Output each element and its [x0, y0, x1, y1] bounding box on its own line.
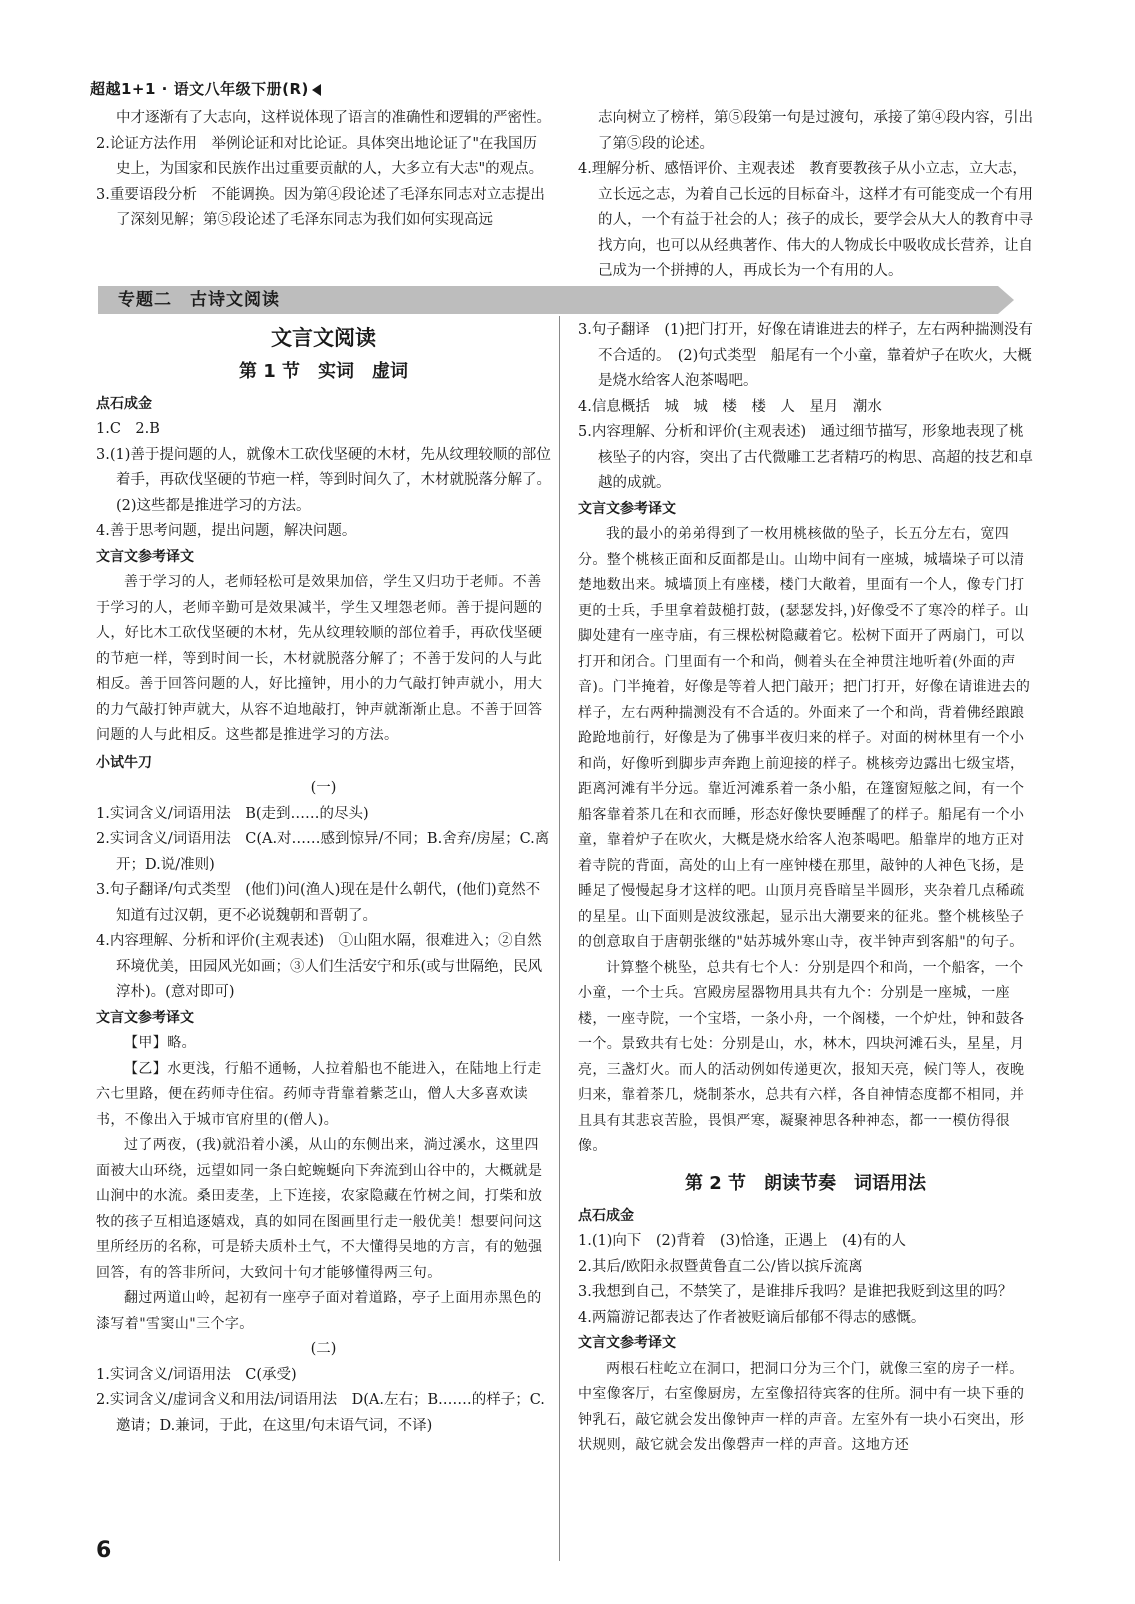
translation-paragraph: 我的最小的弟弟得到了一枚用桃核做的坠子，长五分左右，宽四分。整个桃核正面和反面都是山。山坳中间有一座城，城墙垛子可以清楚地数出来。城墙顶上有座楼，楼门大敞着，里面有一个人，像专门打更的士兵，手里拿着鼓槌打鼓，(瑟瑟发抖，)好像受不了寒冷的样子。山脚处建有一座寺庙，有三棵松树隐藏着它。松树下面开了两扇门，可以打开和闭合。门里面有一个和尚，侧着头在全神贯注地听着(外面的声音)。门半掩着，好像是等着人把门敲开；把门打开，好像在请谁进去的样子，左右两种揣测没有不合适的。外面来了一个和尚，背着佛经踉踉跄跄地前行，好像是为了佛事半夜归来的样子。对面的树林里有一个小和尚，好像听到脚步声奔跑上前迎接的样子。桃核旁边露出七级宝塔，距离河滩有半分远。靠近河滩系着一条小船，在篷窗短舷之间，有一个船客靠着茶几在和衣而睡，形态好像快要睡醒了的样子。船尾有一个小童，靠着炉子在吹火，大概是烧水给客人泡茶喝吧。船靠岸的地方正对着寺院的背面，高处的山上有一座钟楼在那里，敲钟的人神色飞扬，是睡足了慢慢起身才这样的吧。山顶月亮昏暗呈半圆形，夹杂着几点稀疏的星星。山下面则是波纹涨起，显示出大潮要来的征兆。整个桃核坠子的创意取自于唐朝张继的"姑苏城外寒山寺，夜半钟声到客船"的句子。	[578, 526, 1031, 950]
answer-item: 2.实词含义/虚词含义和用法/词语用法 D(A.左右；B.……的样子；C.邀请；D.兼词，于此，在这里/句末语气词，不译)	[96, 1392, 545, 1434]
label-translation: 文言文参考译文	[96, 548, 194, 565]
page-number: 6	[96, 1538, 112, 1563]
label-xiaoshi: 小试牛刀	[96, 754, 152, 771]
answer-item: 3.句子翻译 (1)把门打开，好像在请谁进去的样子，左右两种揣测没有不合适的。 (2)句式类型 船尾有一个小童，靠着炉子在吹火，大概是烧水给客人泡茶喝吧。	[578, 322, 1033, 389]
label-dianshi: 点石成金	[96, 395, 152, 412]
answer-item: 5.内容理解、分析和评价(主观表述) 通过细节描写，形象地表现了桃核坠子的内容，突出了古代微雕工艺者精巧的构思、高超的技艺和卓越的成就。	[578, 424, 1033, 491]
translation-paragraph: 翻过两道山岭，起初有一座亭子面对着道路，亭子上面用赤黑色的漆写着"雪窦山"三个字。	[96, 1290, 542, 1332]
translation-paragraph: 两根石柱屹立在洞口，把洞口分为三个门，就像三室的房子一样。中室像客厅，右室像厨房，左室像招待宾客的住所。洞中有一块下垂的钟乳石，敲它就会发出像钟声一样的声音。左室外有一块小石突出，形状规则，敲它就会发出像磬声一样的声音。这地方还	[578, 1360, 1025, 1453]
part-marker: (二)	[310, 1341, 337, 1357]
label-translation: 文言文参考译文	[578, 500, 676, 517]
answer-item: 4.善于思考问题，提出问题，解决问题。	[96, 523, 357, 539]
right-column	[578, 318, 1033, 1459]
translation-paragraph: 【乙】水更浅，行船不通畅，人拉着船也不能进入，在陆地上行走六七里路，便在药师寺住宿。药师寺背靠着紫芝山，僧人大多喜欢读书，不像出入于城市官府里的(僧人)。	[96, 1060, 542, 1128]
part-marker: (一)	[310, 780, 337, 796]
answer-item: 4.信息概括 城 城 楼 楼 人 星月 潮水	[578, 398, 882, 415]
answer-item: 2.实词含义/词语用法 C(A.对……感到惊异/不同；B.舍弃/房屋；C.离开；D.说/准则)	[96, 831, 550, 873]
column-divider	[559, 316, 560, 1561]
translation-paragraph: 善于学习的人，老师轻松可是效果加倍，学生又归功于老师。不善于学习的人，老师辛勤可是效果减半，学生又埋怨老师。善于提问题的人，好比木工砍伐坚硬的木材，先从纹理较顺的部位着手，再砍伐坚硬的节疤一样，等到时间一长，木材就脱落分解了；不善于发问的人与此相反。善于回答问题的人，好比撞钟，用小的力气敲打钟声就小，用大的力气敲打钟声就大，从容不迫地敲打，钟声就渐渐止息。不善于回答问题的人与此相反。这些都是推进学习的方法。	[96, 574, 543, 743]
answer-item: 1.实词含义/词语用法 B(走到……的尽头)	[96, 805, 369, 822]
answer-item: 1.C 2.B	[96, 421, 160, 437]
answer-item: 4.内容理解、分析和评价(主观表述) ①山阻水隔，很难进入；②自然环境优美，田园风光如画；③人们生活安宁和乐(或与世隔绝，民风淳朴)。(意对即可)	[96, 933, 543, 1000]
translation-paragraph: 计算整个桃坠，总共有七个人：分别是四个和尚，一个船客，一个小童，一个士兵。宫殿房屋器物用具共有九个：分别是一座城，一座楼，一座寺院，一个宝塔，一条小舟，一个阁楼，一个炉灶，钟和鼓各一个。景致共有七处：分别是山，水，林木，四块河滩石头，星星，月亮，三盏灯火。而人的活动例如传递更次，报知天亮，候门等人，夜晚归来，靠着茶几，烧制茶水，总共有六样，各自神情态度都不相同，并且具有其悲哀苦脸，畏惧严寒，凝聚神思各种神态，都一一模仿得很像。	[578, 959, 1025, 1154]
label-translation: 文言文参考译文	[578, 1335, 676, 1351]
answer-item: 3.重要语段分析 不能调换。因为第④段论述了毛泽东同志对立志提出了深刻见解；第⑤段论述了毛泽东同志为我们如何实现高远	[96, 186, 545, 228]
answer-item: 3.我想到自己，不禁笑了，是谁排斥我吗？是谁把我贬到这里的吗？	[578, 1284, 1013, 1300]
translation-paragraph: 【甲】略。	[124, 1035, 196, 1051]
answer-item: 1.实词含义/词语用法 C(承受)	[96, 1366, 297, 1383]
banner-arrow-icon	[998, 286, 1014, 314]
label-dianshi: 点石成金	[578, 1207, 634, 1224]
top-left-column	[96, 106, 551, 234]
answer-item: 4.两篇游记都表达了作者被贬谪后郁郁不得志的感慨。	[578, 1309, 926, 1326]
topic-title: 专题二 古诗文阅读	[118, 290, 280, 310]
answer-item: 3.句子翻译/句式类型 (他们)问(渔人)现在是什么朝代，(他们)竟然不知道有过汉朝，更不必说魏朝和晋朝了。	[96, 882, 541, 924]
subsection-heading: 第 2 节 朗读节奏 词语用法	[684, 1172, 927, 1194]
section-title: 文言文阅读	[271, 326, 376, 350]
answer-item: 1.(1)向下 (2)背着 (3)恰逢，正遇上 (4)有的人	[578, 1233, 906, 1249]
left-column	[96, 322, 551, 1439]
label-translation: 文言文参考译文	[96, 1009, 194, 1026]
running-header: 超越1+1 · 语文八年级下册(R)	[90, 78, 321, 99]
triangle-marker-icon	[312, 84, 321, 96]
answer-item: 3.(1)善于提问题的人，就像木工砍伐坚硬的木材，先从纹理较顺的部位着手，再砍伐坚硬的节疤一样，等到时间久了，木材就脱落分解了。(2)这些都是推进学习的方法。	[96, 446, 551, 514]
translation-paragraph: 过了两夜，(我)就沿着小溪，从山的东侧出来，淌过溪水，这里四面被大山环绕，远望如同一条白蛇蜿蜒向下奔流到山谷中的，大概就是山涧中的水流。桑田麦垄，上下连接，农家隐藏在竹树之间，打柴和放牧的孩子互相追逐嬉戏，真的如同在图画里行走一般优美！想要问问这里所经历的名称，可是轿夫质朴土气，不大懂得吴地的方言，有的勉强回答，有的答非所问，大致问十句才能够懂得两三句。	[96, 1137, 543, 1281]
answer-item: 4.理解分析、感悟评价、主观表述 教育要教孩子从小立志，立大志，立长远之志，为着自己长远的目标奋斗，这样才有可能变成一个有用的人，一个有益于社会的人；孩子的成长，要学会从大人的教育中寻找方向，也可以从经典著作、伟大的人物成长中吸收成长营养，让自己成为一个拼搏的人，再成长为一个有用的人。	[578, 161, 1033, 279]
text-line: 志向树立了榜样，第⑤段第一句是过渡句，承接了第④段内容，引出了第⑤段的论述。	[598, 110, 1033, 152]
answer-item: 2.其后/欧阳永叔暨黄鲁直二公/皆以摈斥流离	[578, 1258, 863, 1275]
subsection-heading: 第 1 节 实词 虚词	[238, 360, 409, 382]
text-line: 中才逐渐有了大志向，这样说体现了语言的准确性和逻辑的严密性。	[116, 110, 551, 126]
answer-item: 2.论证方法作用 举例论证和对比论证。具体突出地论证了"在我国历史上，为国家和民族作出过重要贡献的人，大多立有大志"的观点。	[96, 135, 544, 177]
top-right-column	[578, 106, 1033, 285]
